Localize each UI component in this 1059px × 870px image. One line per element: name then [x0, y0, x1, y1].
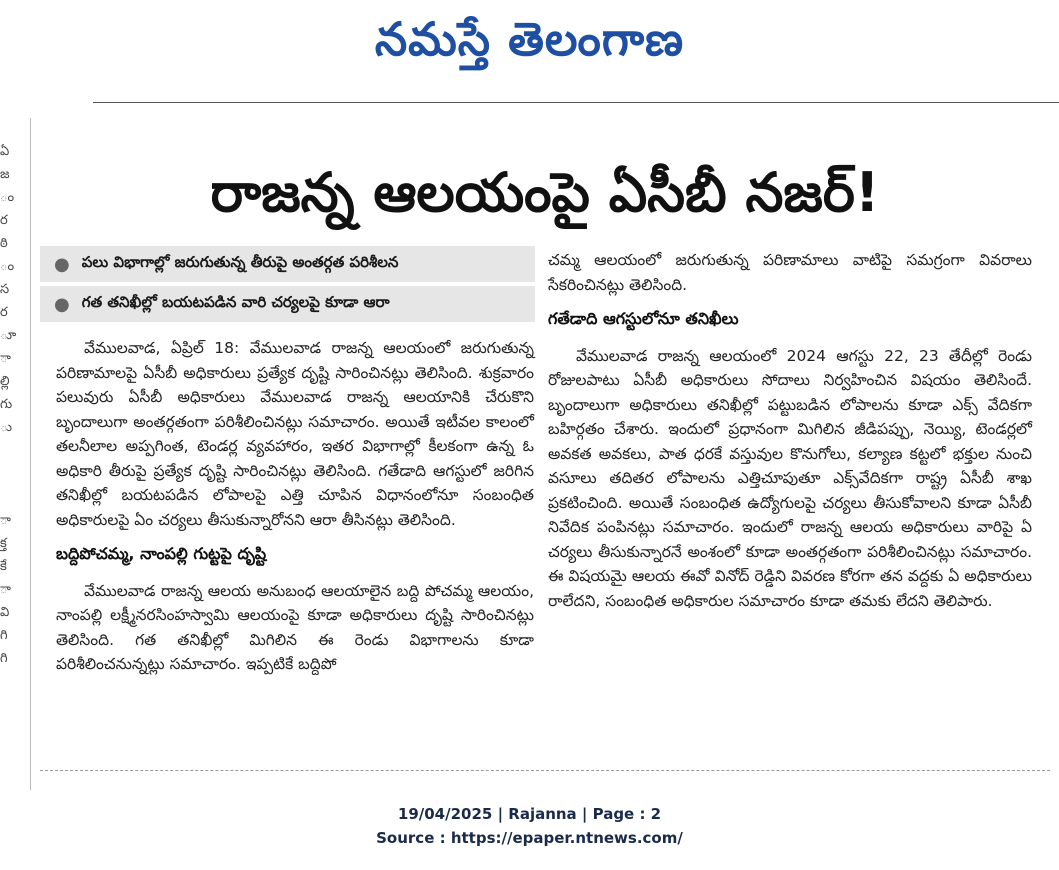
- article-column-right: [548, 248, 1032, 623]
- edge-glyph: గి: [0, 651, 8, 666]
- page-footer: [0, 802, 1059, 850]
- article-column-left: [56, 336, 534, 687]
- section-subhead: బద్దిపోచమ్మ, నాంపల్లి గుట్టపై దృష్టి: [56, 544, 267, 563]
- edge-glyph: ా: [0, 513, 11, 528]
- highlight-box: [40, 246, 535, 326]
- section-subhead: గతేడాది ఆగస్టులోనూ తనిఖీలు: [548, 309, 739, 328]
- edge-glyph: ూ: [0, 328, 16, 343]
- bottom-divider: [40, 770, 1050, 771]
- edge-glyph: ఏ: [0, 144, 10, 159]
- edge-glyph: గి: [0, 628, 8, 643]
- body-paragraph: వేములవాడ రాజన్న ఆలయంలో 2024 ఆగస్టు 22, 23 తేదీల్లో రెండు రోజులపాటు ఏసీబీ అధికారులు సోదాలు నిర్వహించిన విషయం తెలిసిందే. బృందాలుగా అధికారులు తనిఖీల్లో పట్టుబడిన లోపాలను కూడా ఎక్స్ వేదికగా బహిర్గతం చేశారు. ఇందులో ప్రధానంగా మిగిలిన జీడిపప్పు, నెయ్యి, టెండర్లలో అవకత అవకలు, పాత ధరకే వస్తువుల కొనుగోలు, కల్యాణ కట్టలో భక్తుల నుంచి వసూలు తదితర లోపాలను ఎత్తిచూపుతూ ఎక్స్‌వేదికగా రాష్ట్ర ఏసీబీ శాఖ ప్రకటించింది. అయితే సంబంధిత ఉద్యోగులపై చర్యలు తీసుకోవాలని కూడా ఏసీబీ నివేదిక పంపినట్లు సమాచారం. ఇందులో రాజన్న ఆలయ అధికారులు వారిపై ఏ చర్యలు తీసుకున్నారనే అంశంలో కూడా అంతర్గతంగా పరిశీలించినట్లు సమాచారం. ఈ విషయమై ఆలయ ఈవో వినోద్ రెడ్డిని వివరణ కోరగా తన వద్దకు ఏ అధికారులు రాలేదని, సంబంధిత అధికారుల సమాచారం కూడా తమకు లేదని తెలిపారు.: [548, 346, 1032, 610]
- edge-glyph: ం: [0, 190, 15, 205]
- edge-glyph: క్త: [0, 536, 7, 551]
- top-divider: [93, 102, 1059, 103]
- edge-glyph: జ: [0, 167, 10, 182]
- edge-gap: [0, 439, 16, 509]
- edge-glyph: ల్లి: [0, 374, 10, 389]
- edge-glyph: ర: [0, 213, 8, 228]
- edge-glyph: గు: [0, 397, 13, 412]
- highlight-text: గత తనిఖీల్లో బయటపడిన వారి చర్యలపై కూడా ఆరా: [81, 293, 390, 311]
- adjacent-column-fragment: [0, 140, 16, 820]
- highlight-text: పలు విభాగాల్లో జరుగుతున్న తీరుపై అంతర్గత పరిశీలన: [81, 253, 399, 271]
- footer-date-edition: 19/04/2025 | Rajanna | Page : 2: [397, 805, 662, 823]
- footer-source-link[interactable]: Source : https://epaper.ntnews.com/: [376, 829, 683, 847]
- highlight-item: [40, 246, 535, 282]
- bullet-icon: ●: [54, 253, 70, 275]
- edge-glyph: స: [0, 282, 10, 297]
- body-paragraph: వేములవాడ, ఏప్రిల్ 18: వేములవాడ రాజన్న ఆలయంలో జరుగుతున్న పరిణామాలపై ఏసీబీ అధికారులు ప్రత్యేక దృష్టి సారించినట్లు తెలిసింది. శుక్రవారం పలువురు ఏసీబీ అధికారులు వేములవాడ రాజన్న ఆలయానికి చేరుకొని బృందాలుగా అంతర్గతంగా పరిశీలించినట్లు సమాచారం. అయితే ఇటీవల కాలంలో తలనీలాల అప్పగింత, టెండర్ల వ్యవహారం, ఇతర విభాగాల్లో కీలకంగా ఉన్న ఓ అధికారి తీరుపై ప్రత్యేక దృష్టి సారించినట్లు తెలిసింది. గతేడాది ఆగస్టులో జరిగిన తనిఖీల్లో బయటపడిన లోపాలపై ఎత్తి చూపిన విధానంలోనూ సంబంధిత అధికారులపై ఏం చర్యలు తీసుకున్నారోనని ఆరా తీసినట్లు తెలిసింది.: [56, 339, 534, 529]
- masthead-logo: నమస్తే తెలంగాణ: [374, 12, 685, 66]
- article-headline: రాజన్న ఆలయంపై ఏసీబీ నజర్!: [210, 161, 880, 224]
- edge-glyph: ా: [0, 351, 11, 366]
- edge-glyph: ు: [0, 420, 13, 435]
- edge-glyph: ం: [0, 259, 15, 274]
- edge-glyph: కే: [0, 559, 7, 574]
- edge-glyph: ా: [0, 582, 11, 597]
- edge-glyph: ఠి: [0, 236, 8, 251]
- body-paragraph-continued: చమ్మ ఆలయంలో జరుగుతున్న పరిణామాలు వాటిపై సమగ్రంగా వివరాలు సేకరించినట్లు తెలిసింది.: [548, 251, 1032, 294]
- bullet-icon: ●: [54, 293, 70, 315]
- edge-glyph: వి: [0, 605, 10, 620]
- column-divider: [30, 118, 31, 790]
- highlight-item: [40, 286, 535, 322]
- body-paragraph: వేములవాడ రాజన్న ఆలయ అనుబంధ ఆలయాలైన బద్ది పోచమ్మ ఆలయం, నాంపల్లి లక్ష్మీనరసింహస్వామి ఆలయంపై కూడా అధికారులు దృష్టి సారించినట్లు తెలిసింది. గత తనిఖీల్లో మిగిలిన ఈ రెండు విభాగాలను కూడా పరిశీలించనున్నట్లు సమాచారం. ఇప్పటికే బద్దిపో: [56, 581, 534, 673]
- edge-glyph: ర: [0, 305, 8, 320]
